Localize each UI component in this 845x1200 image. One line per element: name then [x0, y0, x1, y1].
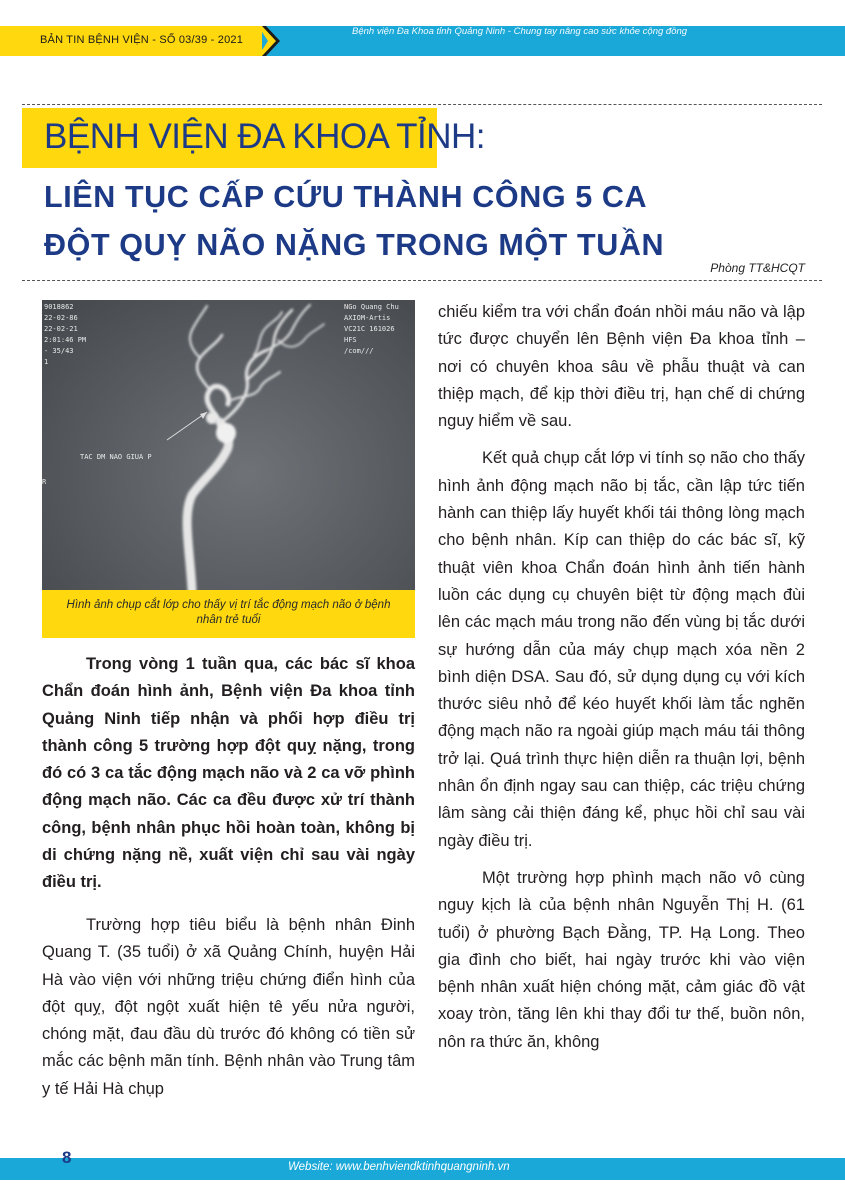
- website-link[interactable]: Website: www.benhviendktinhquangninh.vn: [288, 1161, 510, 1173]
- chevron-icon: [258, 26, 280, 56]
- figure-caption: Hình ảnh chụp cắt lớp cho thấy vị trí tắc động mạch não ở bệnh nhân trẻ tuổi: [42, 590, 415, 638]
- body-paragraph: Kết quả chụp cắt lớp vi tính sọ não cho thấy hình ảnh động mạch não bị tắc, cần lập tức tiến hành can thiệp lấy huyết khối tái thông lòng mạch cho bệnh nhân. Kíp can thiệp do các bác sĩ, kỹ thuật viên khoa Chẩn đoán hình ảnh tiến hành luồn các dụng cụ chuyên biệt từ động mạch đùi lên các mạch máu trong não đến vùng bị tắc dưới sự hướng dẫn của máy chụp mạch xóa nền 2 bình diện DSA. Sau đó, sử dụng dụng cụ với kích thước siêu nhỏ để kéo huyết khối làm tắc nghẽn động mạch não ra ngoài giúp mạch máu tái thông trở lại. Quá trình thực hiện diễn ra thuận lợi, bệnh nhân ổn định ngay sau can thiệp, các triệu chứng lâm sàng cải thiện đáng kể, phục hồi chỉ sau vài ngày điều trị.: [438, 449, 805, 850]
- scan-info-right: NGo Quang Chu AXIOM-Artis VC21C 161026 HFS /com///: [344, 303, 399, 355]
- title-divider-top: [22, 104, 822, 105]
- scan-side-marker: R: [42, 478, 47, 486]
- body-paragraph: Một trường hợp phình mạch não vô cùng nguy kịch là của bệnh nhân Nguyễn Thị H. (61 tuổi) ở phường Bạch Đằng, TP. Hạ Long. Theo gia đình cho biết, hai ngày trước khi vào viện bệnh nhân xuất hiện chóng mặt, cảm giác đồ vật xoay tròn, tăng lên khi thay đổi tư thế, buồn nôn, nôn ra thức ăn, không: [438, 868, 805, 1051]
- article-byline: Phòng TT&HCQT: [710, 261, 805, 275]
- issue-label: BẢN TIN BỆNH VIỆN - SỐ 03/39 - 2021: [0, 26, 262, 56]
- headline-line: ĐỘT QUỴ NÃO NẶNG TRONG MỘT TUẦN: [44, 228, 665, 262]
- angiography-image: [42, 300, 415, 590]
- headline-line: LIÊN TỤC CẤP CỨU THÀNH CÔNG 5 CA: [44, 180, 648, 214]
- lead-paragraph: Trong vòng 1 tuần qua, các bác sĩ khoa Chẩn đoán hình ảnh, Bệnh viện Đa khoa tỉnh Quảng Ninh tiếp nhận và phối hợp điều trị thành công 5 trường hợp đột quỵ nặng, trong đó có 3 ca tắc động mạch não và 2 ca vỡ phình động mạch não. Các ca đều được xử trí thành công, bệnh nhân phục hồi hoàn toàn, không bị di chứng nặng nề, xuất viện chỉ sau vài ngày điều trị.: [42, 655, 415, 892]
- body-paragraph-left: Trường hợp tiêu biểu là bệnh nhân Đinh Quang T. (35 tuổi) ở xã Quảng Chính, huyện Hải Hà vào viện với những triệu chứng điển hình của đột quỵ, đột ngột xuất hiện tê yếu nửa người, chóng mặt, đau đầu dù trước đó không có tiền sử mắc các bệnh mãn tính. Bệnh nhân vào Trung tâm y tế Hải Hà chụp: [42, 916, 415, 1098]
- body-column-right: [438, 299, 805, 1056]
- title-divider-bottom: [22, 280, 822, 281]
- article-headline: [44, 173, 664, 269]
- scan-annotation: TAC DM NAO GIUA P: [80, 453, 152, 461]
- body-paragraph: chiếu kiểm tra với chẩn đoán nhồi máu não và lập tức được chuyển lên Bệnh viện Đa khoa tỉnh – nơi có chuyên khoa sâu về phẫu thuật và can thiệp mạch, để kịp thời điều trị, hạn chế di chứng nguy hiểm về sau.: [438, 303, 805, 431]
- page-number: 8: [62, 1148, 72, 1167]
- article-kicker: BỆNH VIỆN ĐA KHOA TỈNH:: [44, 117, 486, 156]
- scan-info-left: 9018862 22-02-86 22-02-21 2:01:46 PM - 35/43 1: [44, 303, 87, 366]
- header-tagline: Bệnh viện Đa Khoa tỉnh Quảng Ninh - Chung tay nâng cao sức khỏe cộng đồng: [352, 26, 688, 37]
